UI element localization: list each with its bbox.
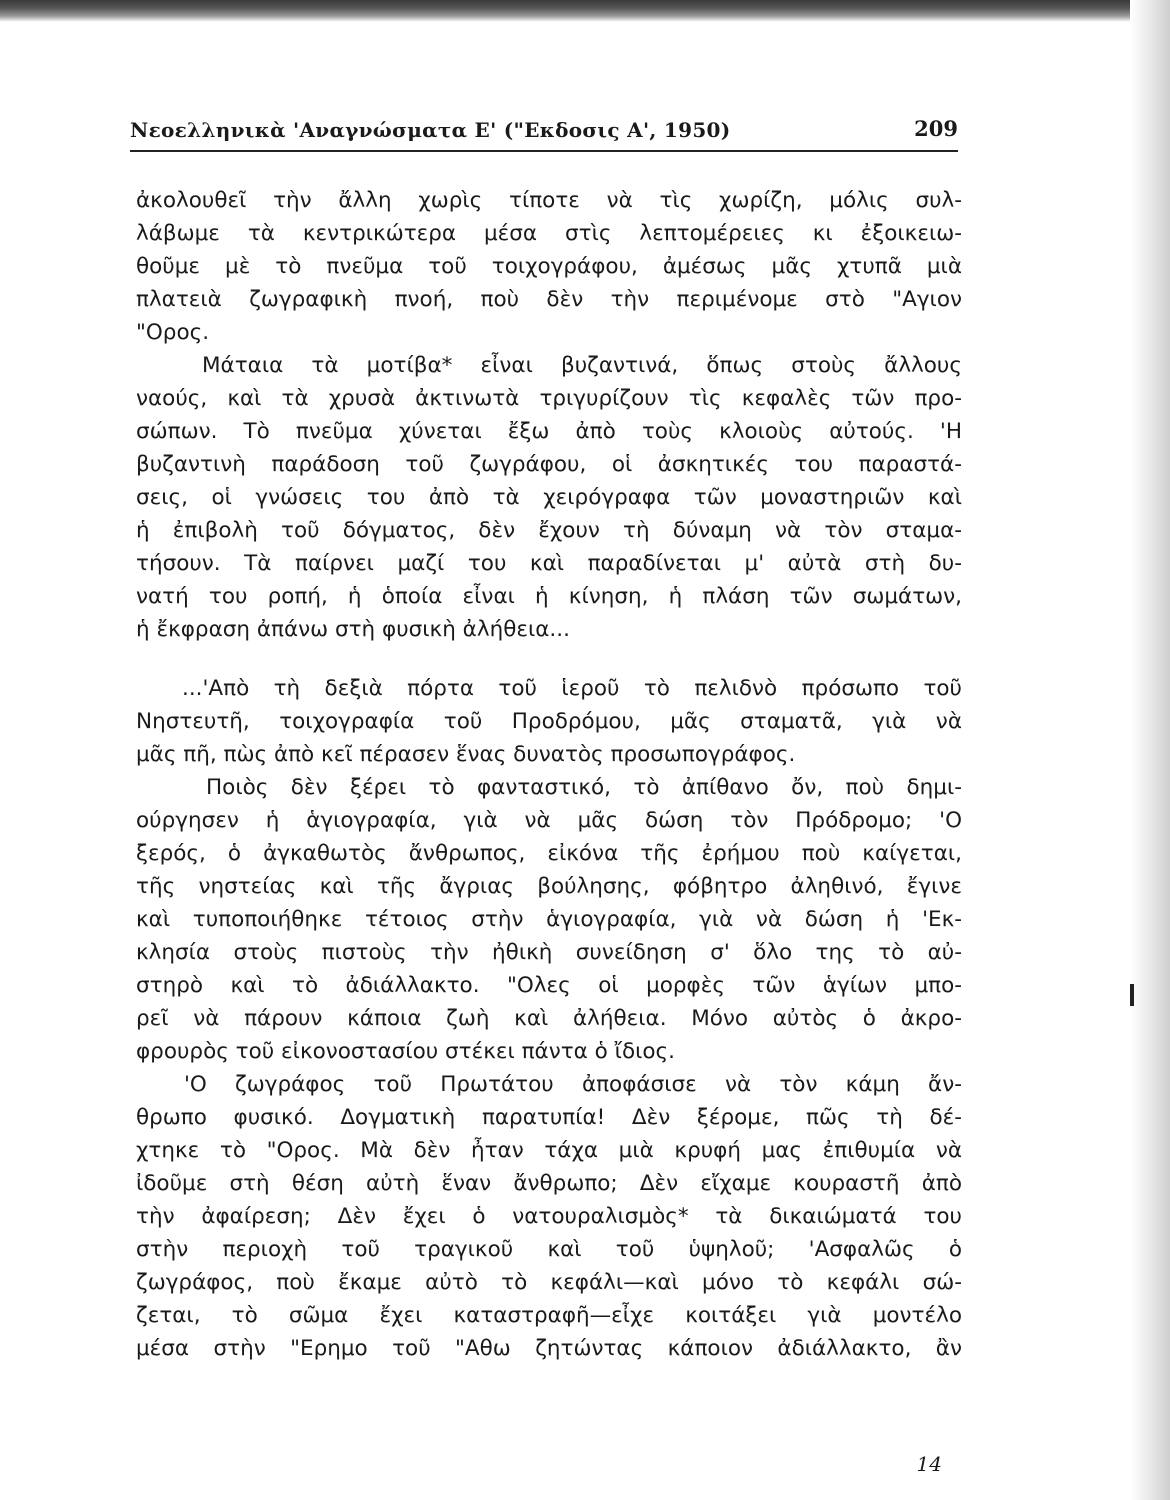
text-line: ἡ ἐπιβολὴ τοῦ δόγματος, δὲν ἔχουν τὴ δύναμη νὰ τὸν σταμα-	[136, 518, 962, 543]
text-line: ρεῖ νὰ πάρουν κάποια ζωὴ καὶ ἀλήθεια. Μόνο αὐτὸς ὁ ἀκρο-	[136, 1006, 962, 1031]
text-line: ξερός, ὁ ἀγκαθωτὸς ἄνθρωπος, εἰκόνα τῆς ἐρήμου ποὺ καίγεται,	[136, 841, 962, 866]
paragraph	[136, 349, 962, 646]
text-line: μέσα στὴν "Ερημο τοῦ "Αθω ζητώντας κάποιον ἀδιάλλακτο, ἂν	[136, 1336, 962, 1361]
paragraph	[136, 672, 962, 771]
binding-shadow	[1130, 0, 1170, 1500]
text-line: καὶ τυποποιήθηκε τέτοιος στὴν ἁγιογραφία, γιὰ νὰ δώση ἡ 'Εκ-	[136, 907, 962, 932]
text-line: θρωπο φυσικό. Δογματικὴ παρατυπία! Δὲν ξέρομε, πῶς τὴ δέ-	[136, 1105, 962, 1130]
paragraph	[136, 1068, 962, 1365]
text-line: ζεται, τὸ σῶμα ἔχει καταστραφῆ—εἶχε κοιτάξει γιὰ μοντέλο	[136, 1303, 962, 1328]
text-line: φρουρὸς τοῦ εἰκονοστασίου στέκει πάντα ὁ ἴδιος.	[136, 1039, 675, 1064]
text-line: ...'Απὸ τὴ δεξιὰ πόρτα τοῦ ἱεροῦ τὸ πελιδνὸ πρόσωπο τοῦ	[182, 676, 962, 701]
page-number: 209	[914, 116, 958, 141]
page-top-edge	[0, 0, 1170, 22]
text-line: ούργησεν ἡ ἁγιογραφία, γιὰ νὰ μᾶς δώση τὸν Πρόδρομο; 'Ο	[136, 808, 962, 833]
signature-mark: 14	[916, 1452, 942, 1476]
text-line: κλησία στοὺς πιστοὺς τὴν ἠθικὴ συνείδηση σ' ὅλο της τὸ αὐ-	[136, 940, 962, 965]
text-line: πλατειὰ ζωγραφικὴ πνοή, ποὺ δὲν τὴν περιμένομε στὸ "Αγιον	[136, 287, 962, 312]
text-line: τὴν ἀφαίρεση; Δὲν ἔχει ὁ νατουραλισμὸς* τὰ δικαιώματά του	[136, 1204, 962, 1229]
text-line: 'Ο ζωγράφος τοῦ Πρωτάτου ἀποφάσισε νὰ τὸν κάμη ἄν-	[184, 1072, 962, 1097]
text-line: βυζαντινὴ παράδοση τοῦ ζωγράφου, οἱ ἀσκητικές του παραστά-	[136, 452, 962, 477]
section-break	[136, 646, 962, 672]
running-title: Νεοελληνικὰ 'Αναγνώσματα Ε' ("Εκδοσις Α', 1950)	[130, 118, 731, 142]
running-head	[130, 116, 958, 152]
text-line: ἰδοῦμε στὴ θέση αὐτὴ ἕναν ἄνθρωπο; Δὲν εἴχαμε κουραστῆ ἀπὸ	[136, 1171, 962, 1196]
text-line: "Ορος.	[136, 320, 210, 345]
text-line: Μάταια τὰ μοτίβα* εἶναι βυζαντινά, ὅπως στοὺς ἄλλους	[202, 353, 962, 378]
text-line: στὴν περιοχὴ τοῦ τραγικοῦ καὶ τοῦ ὑψηλοῦ; 'Ασφαλῶς ὁ	[136, 1237, 962, 1262]
text-line: λάβωμε τὰ κεντρικώτερα μέσα στὶς λεπτομέρειες κι ἐξοικειω-	[136, 221, 962, 246]
text-line: τῆς νηστείας καὶ τῆς ἄγριας βούλησης, φόβητρο ἀληθινό, ἔγινε	[136, 874, 962, 899]
text-line: ἀκολουθεῖ τὴν ἄλλη χωρὶς τίποτε νὰ τὶς χωρίζη, μόλις συλ-	[136, 188, 962, 213]
text-line: σώπων. Τὸ πνεῦμα χύνεται ἔξω ἀπὸ τοὺς κλοιοὺς αὐτούς. 'Η	[136, 419, 962, 444]
text-line: ζωγράφος, ποὺ ἔκαμε αὐτὸ τὸ κεφάλι—καὶ μόνο τὸ κεφάλι σώ-	[136, 1270, 962, 1295]
text-line: μᾶς πῆ, πὼς ἀπὸ κεῖ πέρασεν ἕνας δυνατὸς προσωπογράφος.	[136, 742, 796, 767]
text-line: Ποιὸς δὲν ξέρει τὸ φανταστικό, τὸ ἀπίθανο ὄν, ποὺ δημι-	[206, 775, 962, 800]
text-line: ἡ ἔκφραση ἀπάνω στὴ φυσικὴ ἀλήθεια...	[136, 617, 570, 642]
paragraph	[136, 184, 962, 349]
text-line: στηρὸ καὶ τὸ ἀδιάλλακτο. "Ολες οἱ μορφὲς τῶν ἁγίων μπο-	[136, 973, 962, 998]
text-line: ναούς, καὶ τὰ χρυσὰ ἀκτινωτὰ τριγυρίζουν τὶς κεφαλὲς τῶν προ-	[136, 386, 962, 411]
text-line: τήσουν. Τὰ παίρνει μαζί του καὶ παραδίνεται μ' αὐτὰ στὴ δυ-	[136, 551, 962, 576]
text-line: σεις, οἱ γνώσεις του ἀπὸ τὰ χειρόγραφα τῶν μοναστηριῶν καὶ	[136, 485, 962, 510]
text-line: θοῦμε μὲ τὸ πνεῦμα τοῦ τοιχογράφου, ἀμέσως μᾶς χτυπᾶ μιὰ	[136, 254, 962, 279]
margin-mark	[1130, 984, 1134, 1006]
body-text	[136, 184, 962, 1365]
paragraph	[136, 771, 962, 1068]
text-line: Νηστευτῆ, τοιχογραφία τοῦ Προδρόμου, μᾶς σταματᾶ, γιὰ νὰ	[136, 709, 962, 734]
text-line: χτηκε τὸ "Ορος. Μὰ δὲν ἦταν τάχα μιὰ κρυφή μας ἐπιθυμία νὰ	[136, 1138, 962, 1163]
text-line: νατή του ροπή, ἡ ὁποία εἶναι ἡ κίνηση, ἡ πλάση τῶν σωμάτων,	[136, 584, 962, 609]
